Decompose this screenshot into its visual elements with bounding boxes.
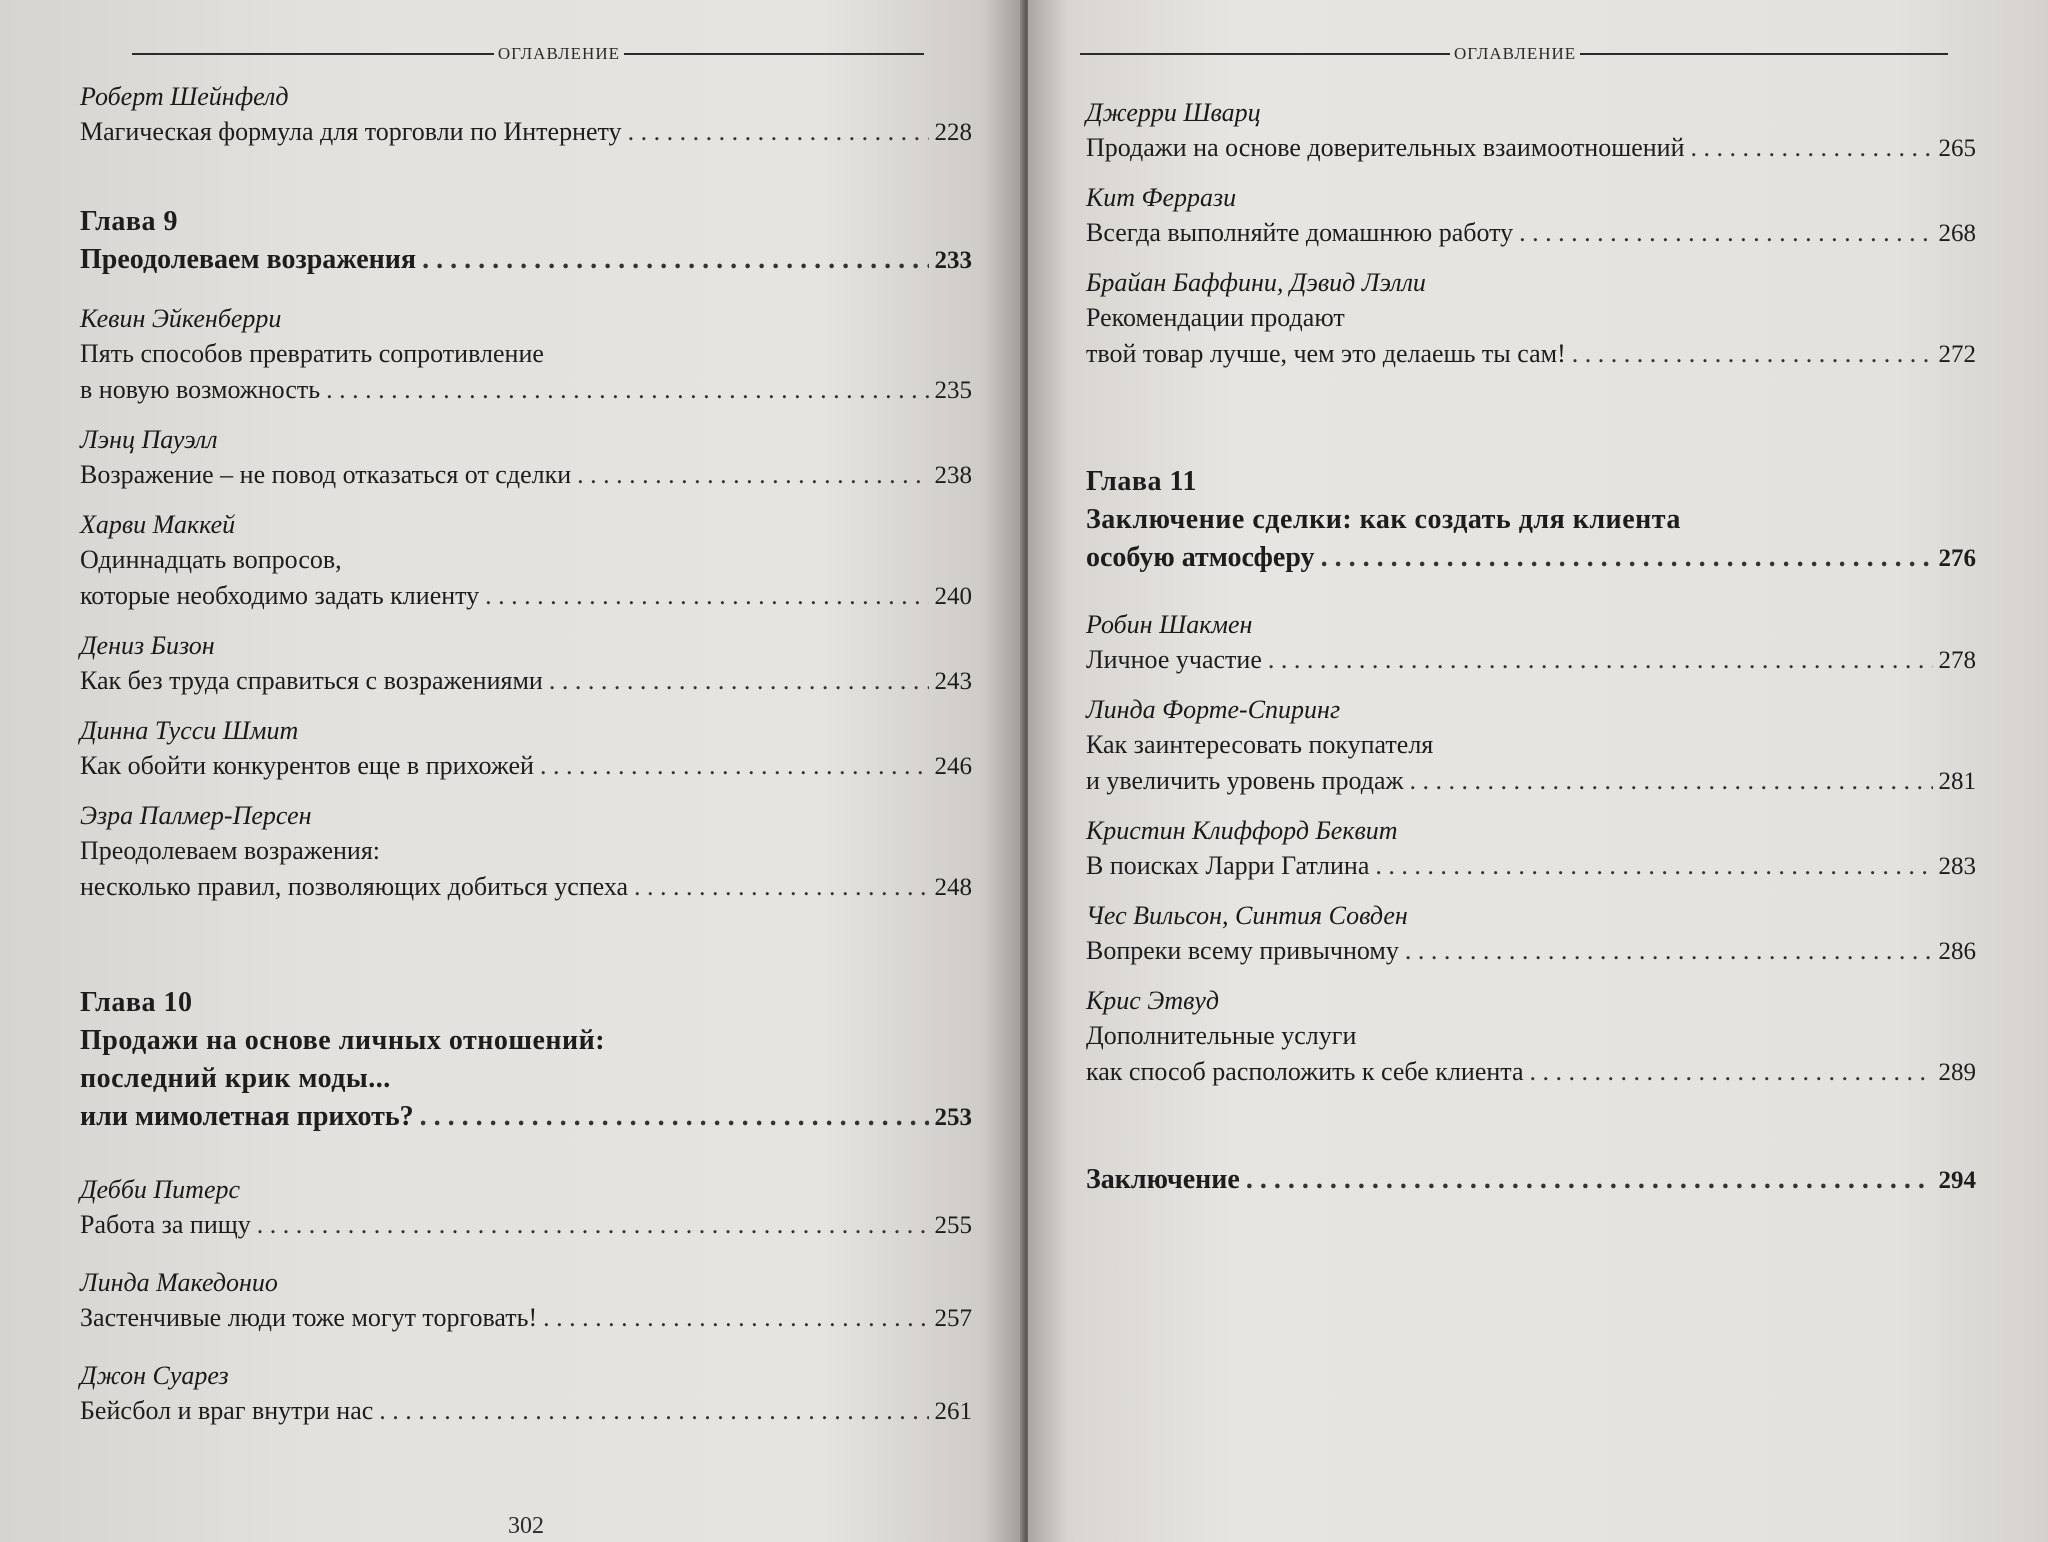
toc-line: [1086, 933, 1976, 970]
entry-author: Робин Шакмен: [1086, 610, 1253, 639]
entry-page-number: 235: [934, 377, 972, 404]
dot-leader: [379, 1393, 928, 1429]
entry-page-number: 276: [1938, 545, 1976, 572]
dot-leader: [1691, 130, 1933, 166]
dot-leader: [1530, 1054, 1933, 1090]
toc-entry: [1086, 693, 1976, 800]
entry-title: Одиннадцать вопросов,: [80, 545, 342, 574]
dot-leader: [1572, 336, 1933, 372]
dot-leader: [1375, 848, 1932, 884]
entry-page-number: 268: [1938, 220, 1976, 247]
toc-left: [80, 80, 972, 1430]
dot-leader: [257, 1207, 929, 1243]
toc-line: [80, 372, 972, 409]
entry-title: Заключение: [1086, 1164, 1240, 1195]
entry-title: или мимолетная прихоть?: [80, 1101, 414, 1132]
dot-leader: [420, 1098, 929, 1136]
entry-title: Преодолеваем возражения: [80, 244, 417, 275]
toc-line: [80, 114, 972, 151]
dot-leader: [628, 114, 929, 150]
toc-line: [1086, 539, 1976, 578]
toc-entry: [80, 1266, 972, 1337]
entry-page-number: 294: [1938, 1167, 1976, 1194]
entry-title: Личное участие: [1086, 645, 1262, 674]
header-rule: [1580, 53, 1948, 55]
dot-leader: [485, 578, 928, 614]
entry-title: особую атмосферу: [1086, 542, 1315, 573]
toc-line: [80, 1207, 972, 1244]
toc-line: [80, 869, 972, 906]
toc-entry: [80, 1173, 972, 1244]
toc-line: [1086, 130, 1976, 167]
toc-entry: [1086, 814, 1976, 885]
entry-author: Дениз Бизон: [80, 631, 215, 660]
toc-entry: [1086, 984, 1976, 1091]
toc-line: [80, 1300, 972, 1337]
entry-title: Магическая формула для торговли по Интернету: [80, 117, 622, 146]
toc-entry: [1086, 608, 1976, 679]
toc-entry: [1086, 181, 1976, 252]
chapter-number: Глава 10: [80, 987, 193, 1018]
chapter-title: последний крик моды...: [80, 1063, 391, 1094]
toc-line: [80, 578, 972, 615]
entry-page-number: 248: [934, 874, 972, 901]
entry-author: Кристин Клиффорд Беквит: [1086, 816, 1398, 845]
entry-author: Харви Маккей: [80, 510, 236, 539]
toc-line: [1086, 215, 1976, 252]
entry-page-number: 278: [1938, 647, 1976, 674]
toc-line: [1086, 336, 1976, 373]
header-rule: [132, 53, 494, 55]
entry-author: Кевин Эйкенберри: [80, 304, 282, 333]
entry-page-number: 286: [1938, 938, 1976, 965]
toc-line: [80, 1393, 972, 1430]
toc-entry: [80, 799, 972, 906]
entry-author: Кит Феррази: [1086, 183, 1237, 212]
running-head-label: ОГЛАВЛЕНИЕ: [497, 44, 620, 63]
entry-title: Бейсбол и враг внутри нас: [80, 1396, 374, 1425]
entry-author: Джон Суарез: [80, 1361, 229, 1390]
entry-author: Джерри Шварц: [1086, 98, 1261, 127]
conclusion-entry: [1086, 1161, 1976, 1200]
chapter-title: Заключение сделки: как создать для клиента: [1086, 504, 1681, 535]
running-head-label: ОГЛАВЛЕНИЕ: [1454, 44, 1577, 63]
toc-line: [1086, 642, 1976, 679]
entry-title: и увеличить уровень продаж: [1086, 766, 1404, 795]
entry-author: Линда Форте-Спиринг: [1086, 695, 1341, 724]
dot-leader: [1321, 539, 1933, 577]
entry-title: Как без труда справиться с возражениями: [80, 666, 543, 695]
dot-leader: [422, 241, 928, 279]
entry-author: Чес Вильсон, Синтия Совден: [1086, 901, 1408, 930]
toc-line: [1086, 763, 1976, 800]
toc-line: [80, 748, 972, 785]
toc-line: [1086, 1054, 1976, 1091]
dot-leader: [1246, 1161, 1933, 1199]
chapter-entry: [80, 203, 972, 280]
toc-line: [80, 663, 972, 700]
chapter-entry: [80, 984, 972, 1137]
toc-line: [1086, 848, 1976, 885]
entry-page-number: 228: [934, 119, 972, 146]
entry-title: Вопреки всему привычному: [1086, 936, 1399, 965]
entry-page-number: 253: [934, 1104, 972, 1131]
entry-author: Линда Македонио: [80, 1268, 278, 1297]
dot-leader: [549, 663, 929, 699]
entry-title: Как заинтересовать покупателя: [1086, 730, 1434, 759]
dot-leader: [634, 869, 928, 905]
chapter-title: Продажи на основе личных отношений:: [80, 1025, 606, 1056]
entry-page-number: 243: [934, 668, 972, 695]
entry-page-number: 265: [1938, 135, 1976, 162]
toc-line: [1086, 1161, 1976, 1200]
toc-line: [80, 457, 972, 494]
toc-entry: [1086, 96, 1976, 167]
entry-author: Дебби Питерс: [80, 1175, 241, 1204]
running-head-left: [132, 44, 924, 64]
dot-leader: [326, 372, 928, 408]
entry-page-number: 233: [934, 247, 972, 274]
entry-page-number: 238: [934, 462, 972, 489]
toc-entry: [80, 423, 972, 494]
entry-title: твой товар лучше, чем это делаешь ты сам!: [1086, 339, 1566, 368]
toc-entry: [80, 508, 972, 615]
chapter-entry: [1086, 463, 1976, 578]
entry-page-number: 246: [934, 753, 972, 780]
right-page: [1028, 0, 2048, 1542]
dot-leader: [543, 1300, 928, 1336]
entry-page-number: 255: [934, 1212, 972, 1239]
entry-page-number: 257: [934, 1305, 972, 1332]
entry-title: Пять способов превратить сопротивление: [80, 339, 544, 368]
dot-leader: [540, 748, 929, 784]
toc-entry: [80, 1359, 972, 1430]
chapter-number: Глава 9: [80, 206, 178, 237]
entry-page-number: 283: [1938, 853, 1976, 880]
entry-author: Роберт Шейнфелд: [80, 82, 289, 111]
dot-leader: [577, 457, 928, 493]
header-rule: [624, 53, 924, 55]
toc-entry: [80, 80, 972, 151]
entry-title: Возражение – не повод отказаться от сделки: [80, 460, 572, 489]
entry-author: Динна Тусси Шмит: [80, 716, 299, 745]
entry-title: Как обойти конкурентов еще в прихожей: [80, 751, 534, 780]
entry-title: в новую возможность: [80, 375, 321, 404]
entry-author: Крис Этвуд: [1086, 986, 1220, 1015]
entry-title: Продажи на основе доверительных взаимоотношений: [1086, 133, 1685, 162]
entry-title: которые необходимо задать клиенту: [80, 581, 480, 610]
entry-title: В поисках Ларри Гатлина: [1086, 851, 1370, 880]
toc-entry: [80, 714, 972, 785]
header-rule: [1080, 53, 1450, 55]
toc-entry: [1086, 266, 1976, 373]
dot-leader: [1268, 642, 1933, 678]
entry-title: Рекомендации продают: [1086, 303, 1345, 332]
entry-title: Работа за пищу: [80, 1210, 251, 1239]
running-head-right: [1080, 44, 1948, 64]
entry-page-number: 240: [934, 583, 972, 610]
entry-title: Дополнительные услуги: [1086, 1021, 1357, 1050]
entry-author: Брайан Баффини, Дэвид Лэлли: [1086, 268, 1426, 297]
entry-author: Лэнц Пауэлл: [80, 425, 218, 454]
entry-title: Преодолеваем возражения:: [80, 836, 381, 865]
toc-right: [1086, 96, 1976, 1200]
entry-title: Всегда выполняйте домашнюю работу: [1086, 218, 1514, 247]
dot-leader: [1519, 215, 1932, 251]
chapter-number: Глава 11: [1086, 466, 1197, 497]
toc-line: [80, 1098, 972, 1137]
entry-author: Эзра Палмер-Персен: [80, 801, 312, 830]
entry-title: как способ расположить к себе клиента: [1086, 1057, 1524, 1086]
toc-entry: [80, 629, 972, 700]
entry-page-number: 261: [934, 1398, 972, 1425]
entry-page-number: 289: [1938, 1059, 1976, 1086]
entry-title: несколько правил, позволяющих добиться успеха: [80, 872, 629, 901]
entry-page-number: 281: [1938, 768, 1976, 795]
dot-leader: [1405, 933, 1933, 969]
toc-entry: [80, 302, 972, 409]
dot-leader: [1410, 763, 1933, 799]
toc-line: [80, 241, 972, 280]
page-number: 302: [508, 1513, 544, 1539]
toc-entry: [1086, 899, 1976, 970]
entry-page-number: 272: [1938, 341, 1976, 368]
entry-title: Застенчивые люди тоже могут торговать!: [80, 1303, 538, 1332]
